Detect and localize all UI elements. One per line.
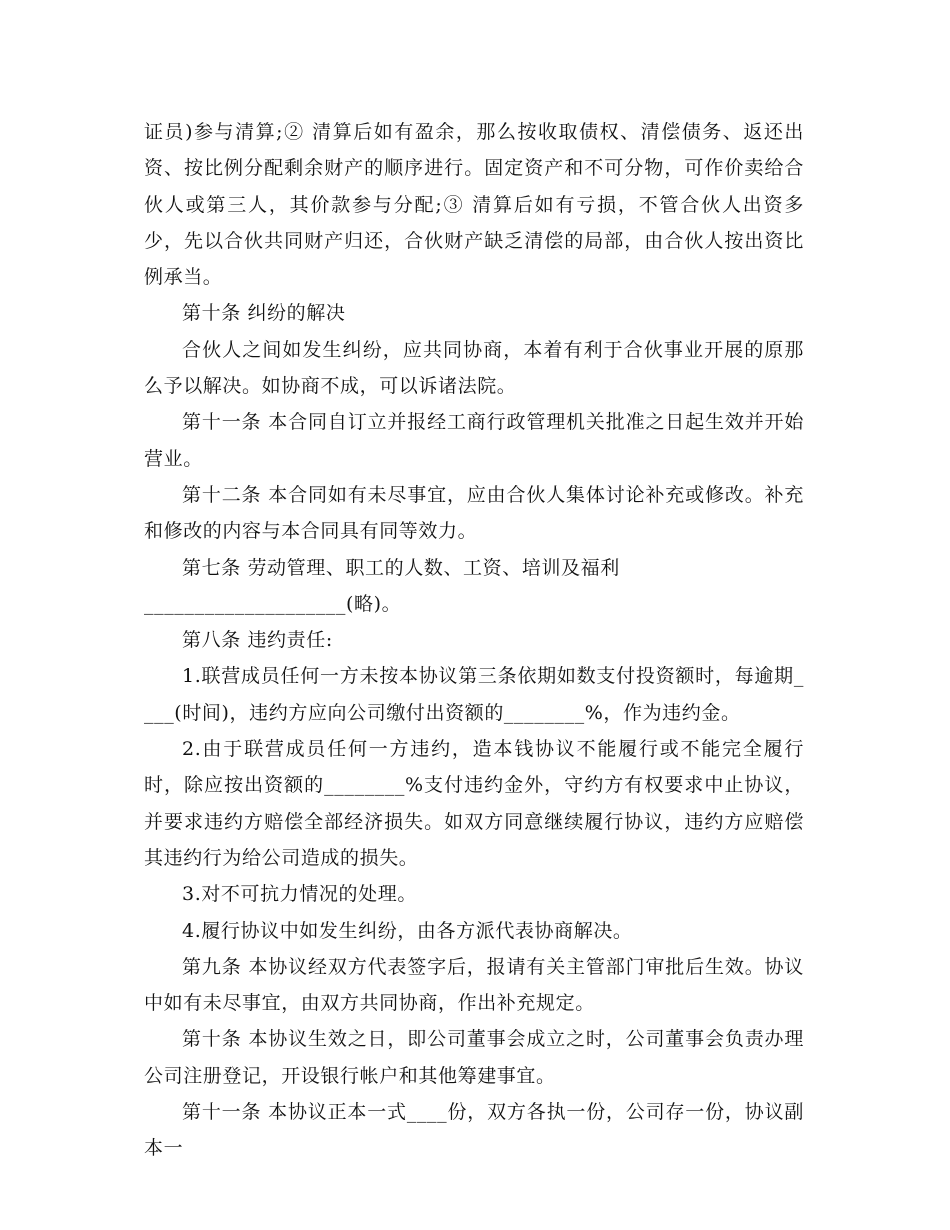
paragraph-omitted-blank: ____________________(略)。 <box>144 592 402 615</box>
paragraph-article-11-effect: 第十一条 本合同自订立并报经工商行政管理机关批准之日起生效并开始营业。 <box>144 411 804 470</box>
heading-article-8-liability: 第八条 违约责任: <box>182 629 333 652</box>
list-item-liability-2: 2.由于联营成员任何一方违约，造本钱协议不能履行或不能完全履行时，除应按出资额的________%支付违约金外，守约方有权要求中止协议，并要求违约方赔偿全部经济损失。如双方同意继续履行协议，违约方应赔偿其违约行为给公司造成的损失。 <box>144 738 804 869</box>
list-item-liability-3: 3.对不可抗力情况的处理。 <box>182 883 417 906</box>
paragraph-article-11-copies: 第十一条 本协议正本一式____份，双方各执一份，公司存一份，协议副本一 <box>144 1101 804 1160</box>
paragraph-dispute-resolution: 合伙人之间如发生纠纷，应共同协商，本着有利于合伙事业开展的原那么予以解决。如协商不成，可以诉诸法院。 <box>144 338 804 398</box>
list-item-liability-1: 1.联营成员任何一方未按本协议第三条依期如数支付投资额时，每逾期____(时间)，违约方应向公司缴付出资额的________%，作为违约金。 <box>144 665 804 724</box>
paragraph-article-10-board: 第十条 本协议生效之日，即公司董事会成立之时，公司董事会负责办理公司注册登记，开设银行帐户和其他筹建事宜。 <box>144 1028 804 1087</box>
list-item-liability-4: 4.履行协议中如发生纠纷，由各方派代表协商解决。 <box>182 919 633 942</box>
paragraph-article-9-approval: 第九条 本协议经双方代表签字后，报请有关主管部门审批后生效。协议中如有未尽事宜，由双方共同协商，作出补充规定。 <box>144 955 804 1015</box>
document-body <box>144 114 804 1167</box>
paragraph-article-12-amendments: 第十二条 本合同如有未尽事宜，应由合伙人集体讨论补充或修改。补充和修改的内容与本合同具有同等效力。 <box>144 483 804 543</box>
heading-article-7-labor: 第七条 劳动管理、职工的人数、工资、培训及福利 <box>182 556 620 579</box>
heading-article-10-disputes: 第十条 纠纷的解决 <box>182 302 346 325</box>
paragraph-clearing: 证员)参与清算;② 清算后如有盈余，那么按收取债权、清偿债务、返还出资、按比例分配剩余财产的顺序进行。固定资产和不可分物，可作价卖给合伙人或第三人，其价款参与分配;③ 清算后如有亏损，不管合伙人出资多少，先以合伙共同财产归还，合伙财产缺乏清偿的局部，由合伙人按出资比例承当。 <box>144 121 804 289</box>
